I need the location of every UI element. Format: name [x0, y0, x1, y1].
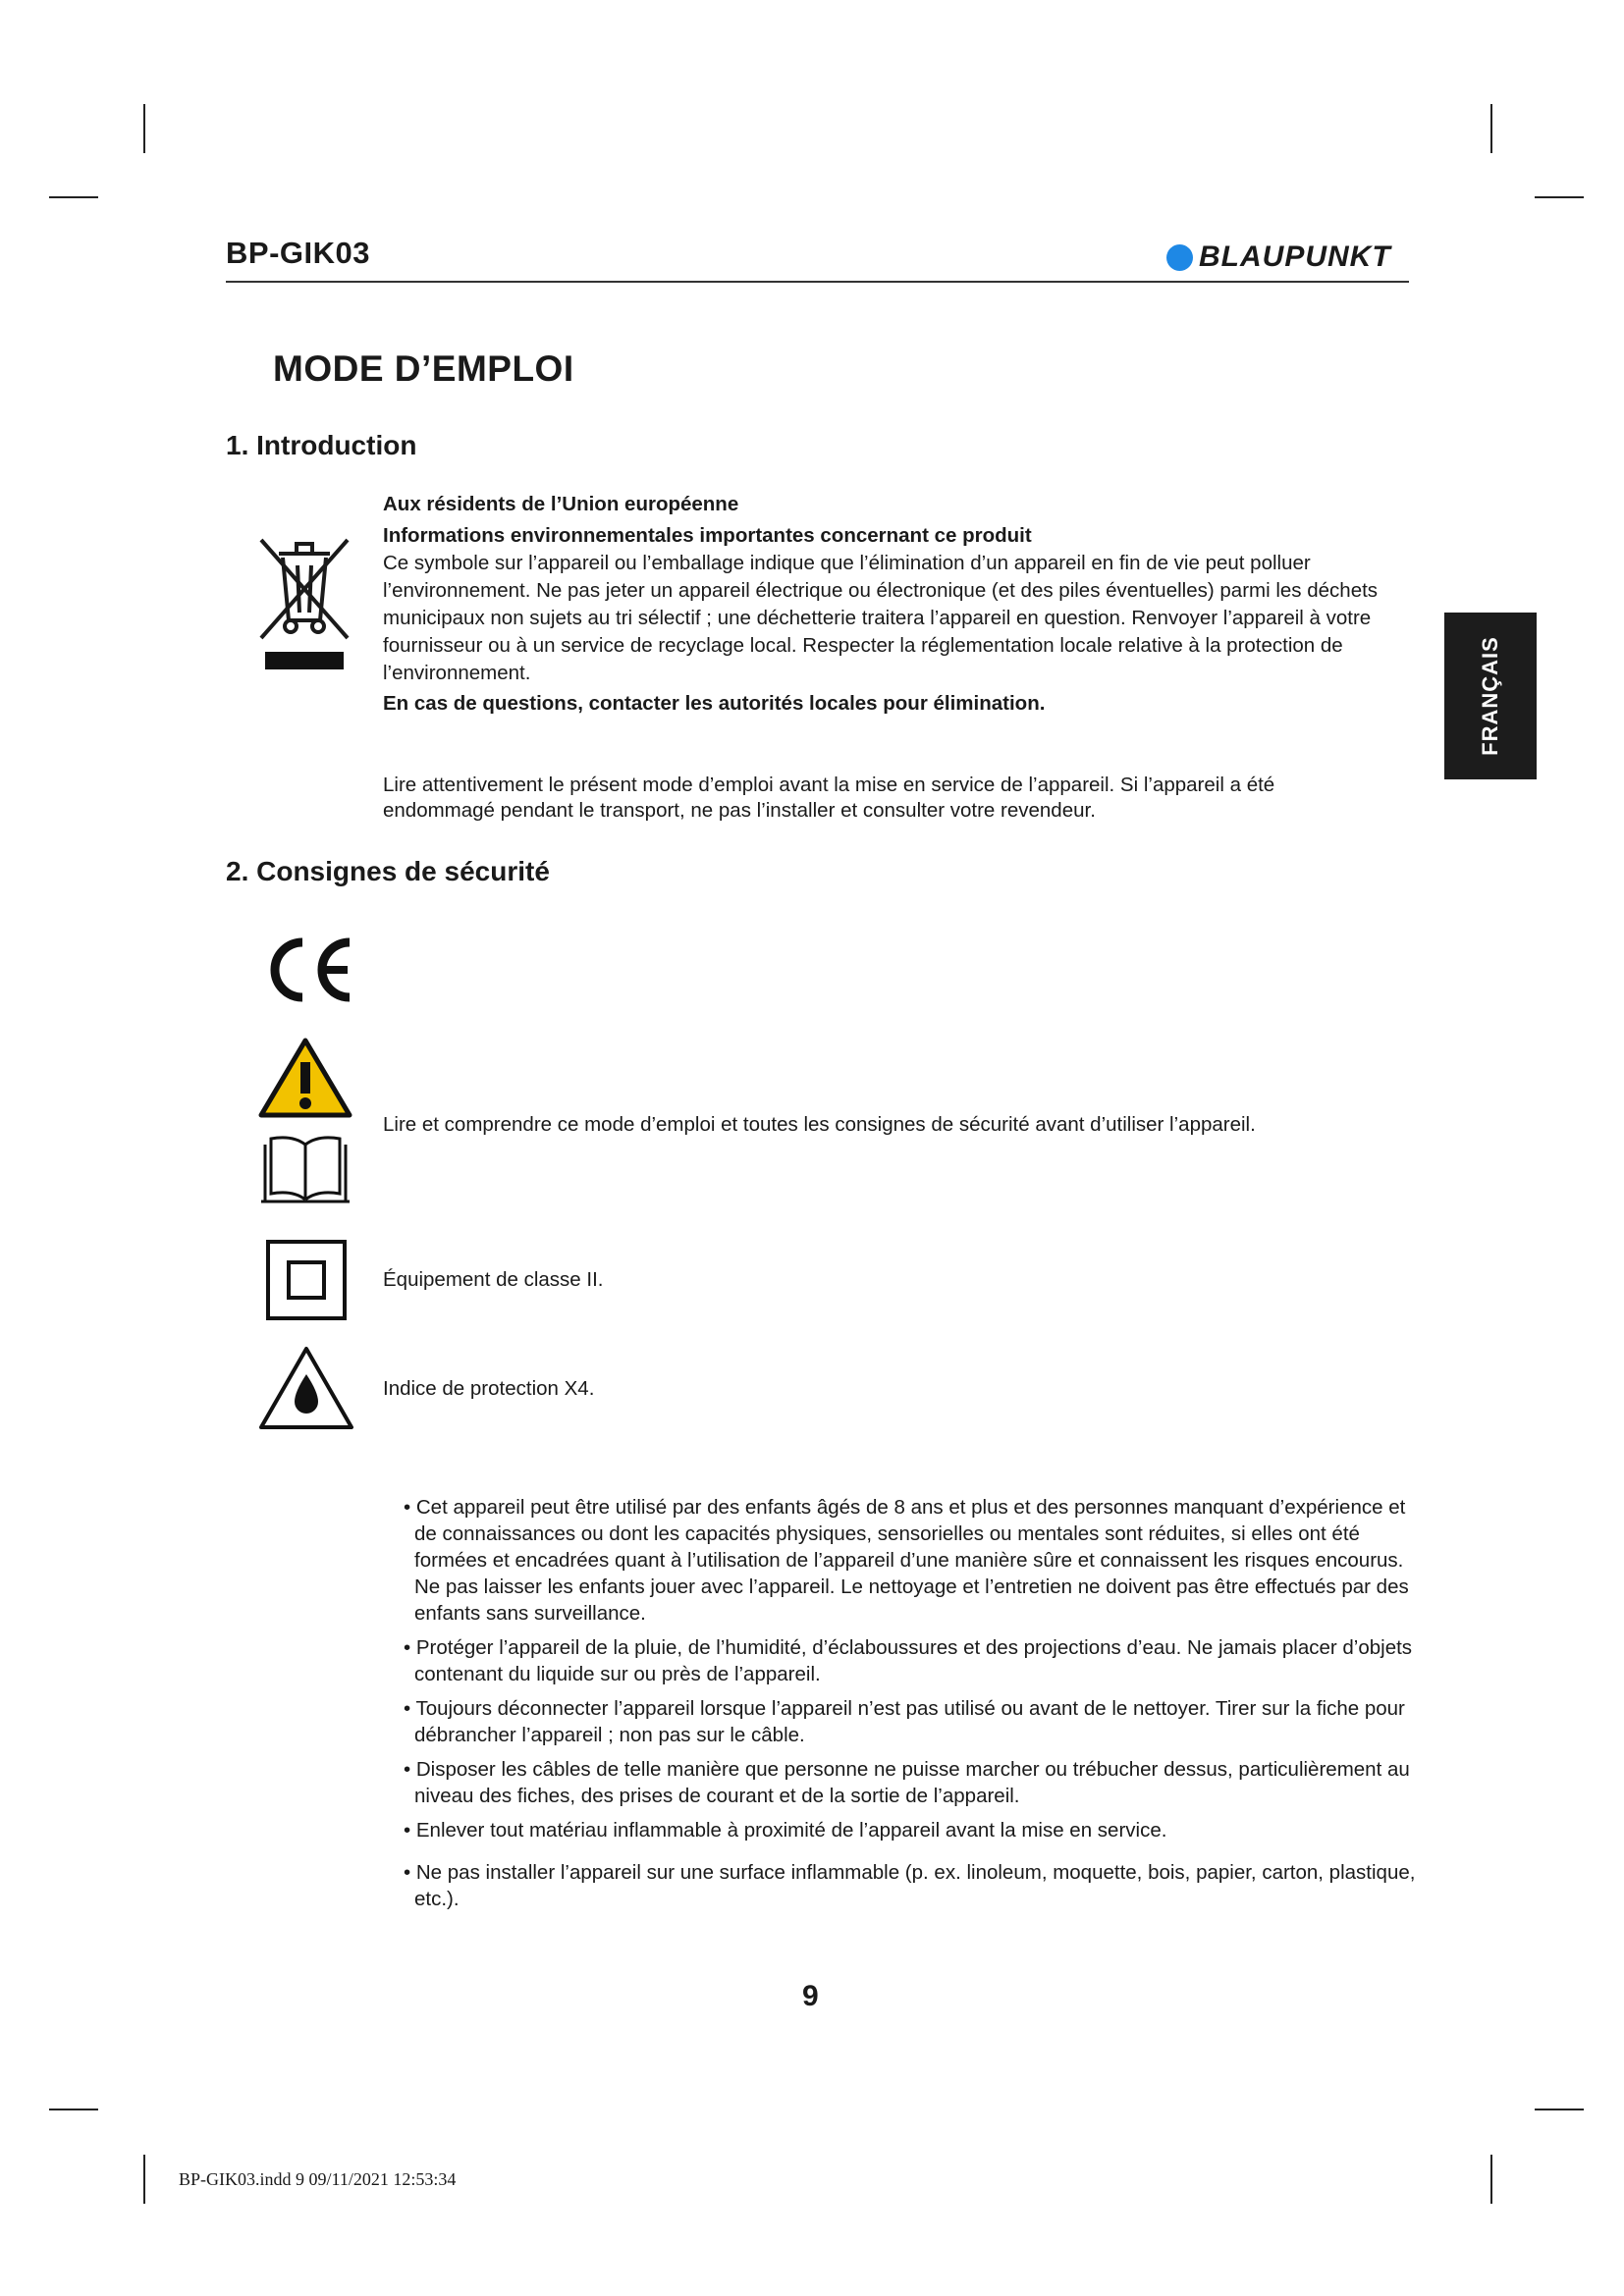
section-heading-safety: 2. Consignes de sécurité: [226, 856, 550, 886]
crop-mark: [49, 2109, 98, 2110]
read-instructions-text: Lire et comprendre ce mode d’emploi et toutes les consignes de sécurité avant d’utiliser l’appareil.: [383, 1113, 1256, 1136]
read-manual-line: endommagé pendant le transport, ne pas l’installer et consulter votre revendeur.: [383, 799, 1096, 822]
residents-heading: Aux résidents de l’Union européenne: [383, 493, 739, 515]
crop-mark: [49, 196, 98, 198]
brand-dot-icon: [1166, 244, 1193, 271]
weee-bin-icon: [257, 536, 352, 675]
brand-logo: [1166, 238, 1391, 277]
env-info-heading: Informations environnementales importantes concernant ce produit: [383, 524, 1032, 547]
brand-name: BLAUPUNKT: [1199, 240, 1391, 273]
language-tab-label: FRANÇAIS: [1478, 636, 1503, 756]
crop-mark: [143, 2155, 145, 2204]
crop-mark: [1535, 196, 1584, 198]
header-model: BP-GIK03: [226, 236, 370, 270]
ce-mark-icon: [259, 933, 355, 1007]
language-tab: [1444, 613, 1537, 779]
read-manual-line: Lire attentivement le présent mode d’emploi avant la mise en service de l’appareil. Si l’appareil a été: [383, 774, 1275, 796]
env-line: Ce symbole sur l’appareil ou l’emballage indique que l’élimination d’un appareil en fin de vie peut polluer: [383, 552, 1311, 574]
list-item: • Enlever tout matériau inflammable à proximité de l’appareil avant la mise en service.: [404, 1819, 1167, 1842]
print-slug: BP-GIK03.indd 9 09/11/2021 12:53:34: [179, 2169, 457, 2189]
section-heading-introduction: 1. Introduction: [226, 430, 417, 460]
ipx4-text: Indice de protection X4.: [383, 1377, 595, 1400]
questions-note: En cas de questions, contacter les autorités locales pour élimination.: [383, 692, 1046, 715]
crop-mark: [143, 104, 145, 153]
crop-mark: [1490, 104, 1492, 153]
crop-mark: [1535, 2109, 1584, 2110]
class-ii-text: Équipement de classe II.: [383, 1268, 604, 1291]
env-line: municipaux non sujets au tri sélectif ; une déchetterie traitera l’appareil en question. Renvoyer l’appareil à votre: [383, 607, 1372, 629]
list-item: • Cet appareil peut être utilisé par des enfants âgés de 8 ans et plus et des personnes manquant d’expérience et de connaissances ou dont les capacités physiques, sensorielles ou mentales sont réduites, si elles ont été formées et encadrées quant à l’utilisation de l’appareil d’une manière sûre et connaissent les risques encourus. Ne pas laisser les enfants jouer avec l’appareil. Le nettoyage et l’entretien ne doivent pas être effectués par des enfants sans surveillance.: [404, 1496, 1409, 1625]
env-line: fournisseur ou à un service de recyclage local. Respecter la réglementation locale relative à la protection de: [383, 634, 1343, 657]
warning-icon: [257, 1037, 353, 1119]
page-title: MODE D’EMPLOI: [273, 348, 574, 389]
ipx4-drop-icon: [257, 1345, 355, 1431]
list-item: • Ne pas installer l’appareil sur une surface inflammable (p. ex. linoleum, moquette, bois, papier, carton, plastique, etc.).: [404, 1861, 1416, 1910]
page-number: 9: [802, 1980, 819, 2012]
class-ii-icon: [265, 1239, 348, 1321]
env-line: l’environnement. Ne pas jeter un appareil électrique ou électronique (et des piles éventuelles) parmi les déchets: [383, 579, 1379, 602]
list-item: • Protéger l’appareil de la pluie, de l’humidité, d’éclaboussures et des projections d’eau. Ne jamais placer d’objets contenant du liquide sur ou près de l’appareil.: [404, 1636, 1413, 1685]
header-rule: [226, 281, 1409, 283]
manual-book-icon: [257, 1129, 353, 1205]
env-line: l’environnement.: [383, 662, 531, 684]
list-item: • Disposer les câbles de telle manière que personne ne puisse marcher ou trébucher dessus, particulièrement au niveau des fiches, des prises de courant et de la sortie de l’appareil.: [404, 1758, 1410, 1807]
list-item: • Toujours déconnecter l’appareil lorsque l’appareil n’est pas utilisé ou avant de le nettoyer. Tirer sur la fiche pour débrancher l’appareil ; non pas sur le câble.: [404, 1697, 1405, 1746]
safety-list: [391, 1494, 1422, 1920]
crop-mark: [1490, 2155, 1492, 2204]
